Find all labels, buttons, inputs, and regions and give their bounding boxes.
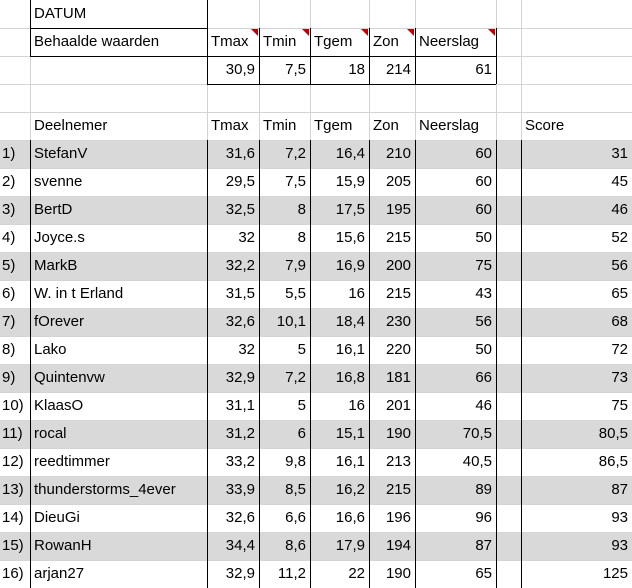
comment-marker-icon[interactable] bbox=[361, 29, 368, 36]
achieved-neerslag-value: 61 bbox=[475, 61, 492, 78]
column-header-neerslag: Neerslag bbox=[419, 117, 480, 134]
tgem-cell[interactable]: 16,1 bbox=[335, 341, 365, 358]
rank-cell: 14) bbox=[2, 509, 24, 526]
participant-name-cell[interactable]: Quintenvw bbox=[34, 369, 105, 386]
zon-cell[interactable]: 201 bbox=[385, 397, 411, 414]
participant-name-cell[interactable]: KlaasO bbox=[34, 397, 84, 414]
rank-cell: 8) bbox=[2, 341, 16, 358]
comment-marker-icon[interactable] bbox=[251, 29, 258, 36]
rank-cell: 2) bbox=[2, 173, 16, 190]
tgem-cell[interactable]: 18,4 bbox=[335, 313, 365, 330]
tgem-cell[interactable]: 17,5 bbox=[335, 201, 365, 218]
achieved-tmax-value: 30,9 bbox=[225, 61, 255, 78]
tgem-cell[interactable]: 16,6 bbox=[335, 509, 365, 526]
participant-name-cell[interactable]: StefanV bbox=[34, 145, 88, 162]
tgem-cell[interactable]: 16,1 bbox=[335, 453, 365, 470]
tmin-cell[interactable]: 6,6 bbox=[285, 509, 306, 526]
summary-header-neerslag: Neerslag bbox=[419, 33, 480, 50]
rank-cell: 11) bbox=[2, 425, 23, 442]
score-cell[interactable]: 56 bbox=[611, 257, 628, 274]
zon-cell[interactable]: 190 bbox=[385, 565, 411, 582]
border-vertical bbox=[207, 0, 208, 28]
tgem-cell[interactable]: 16,4 bbox=[335, 145, 365, 162]
column-header-tmax: Tmax bbox=[211, 117, 249, 134]
tmax-cell[interactable]: 31,1 bbox=[225, 397, 255, 414]
tmax-cell[interactable]: 32 bbox=[238, 229, 255, 246]
rank-cell: 16) bbox=[2, 565, 24, 582]
date-label: DATUM bbox=[34, 5, 87, 22]
neerslag-cell[interactable]: 60 bbox=[475, 145, 492, 162]
zon-cell[interactable]: 210 bbox=[385, 145, 411, 162]
participant-name-cell[interactable]: DieuGi bbox=[34, 509, 80, 526]
neerslag-cell[interactable]: 60 bbox=[475, 201, 492, 218]
zon-cell[interactable]: 213 bbox=[385, 453, 411, 470]
achieved-tmin-value: 7,5 bbox=[285, 61, 306, 78]
tgem-cell[interactable]: 15,9 bbox=[335, 173, 365, 190]
rank-cell: 13) bbox=[2, 481, 24, 498]
summary-header-tmax: Tmax bbox=[211, 33, 249, 50]
column-header-zon: Zon bbox=[373, 117, 399, 134]
participant-name-cell[interactable]: reedtimmer bbox=[34, 453, 110, 470]
neerslag-cell[interactable]: 46 bbox=[475, 397, 492, 414]
zon-cell[interactable]: 215 bbox=[385, 229, 411, 246]
score-cell[interactable]: 93 bbox=[611, 509, 628, 526]
rank-cell: 9) bbox=[2, 369, 16, 386]
border-vertical bbox=[496, 140, 497, 588]
tmax-cell[interactable]: 32,5 bbox=[225, 201, 255, 218]
border-vertical bbox=[496, 28, 497, 84]
zon-cell[interactable]: 230 bbox=[385, 313, 411, 330]
participant-name-cell[interactable]: BertD bbox=[34, 201, 73, 218]
comment-marker-icon[interactable] bbox=[302, 29, 309, 36]
achieved-tgem-value: 18 bbox=[348, 61, 365, 78]
tmin-cell[interactable]: 8 bbox=[297, 229, 306, 246]
score-cell[interactable]: 31 bbox=[611, 145, 628, 162]
zon-cell[interactable]: 200 bbox=[385, 257, 411, 274]
rank-cell: 3) bbox=[2, 201, 16, 218]
neerslag-cell[interactable]: 60 bbox=[475, 173, 492, 190]
participant-name-cell[interactable]: thunderstorms_4ever bbox=[34, 481, 176, 498]
neerslag-cell[interactable]: 75 bbox=[475, 257, 492, 274]
tmax-cell[interactable]: 33,9 bbox=[225, 481, 255, 498]
tmax-cell[interactable]: 29,5 bbox=[225, 173, 255, 190]
tgem-cell[interactable]: 16,2 bbox=[335, 481, 365, 498]
score-cell[interactable]: 86,5 bbox=[598, 453, 628, 470]
zon-cell[interactable]: 220 bbox=[385, 341, 411, 358]
achieved-values-label: Behaalde waarden bbox=[34, 33, 160, 50]
tmax-cell[interactable]: 31,6 bbox=[225, 145, 255, 162]
neerslag-cell[interactable]: 87 bbox=[475, 537, 492, 554]
tmin-cell[interactable]: 9,8 bbox=[285, 453, 306, 470]
rank-cell: 6) bbox=[2, 285, 16, 302]
score-cell[interactable]: 73 bbox=[611, 369, 628, 386]
zon-cell[interactable]: 215 bbox=[385, 481, 411, 498]
neerslag-cell[interactable]: 50 bbox=[475, 229, 492, 246]
zon-cell[interactable]: 205 bbox=[385, 173, 411, 190]
zon-cell[interactable]: 190 bbox=[385, 425, 411, 442]
comment-marker-icon[interactable] bbox=[407, 29, 414, 36]
tmin-cell[interactable]: 7,2 bbox=[285, 145, 306, 162]
tmin-cell[interactable]: 5,5 bbox=[285, 285, 306, 302]
score-cell[interactable]: 125 bbox=[602, 565, 628, 582]
tmax-cell[interactable]: 32,6 bbox=[225, 509, 255, 526]
tgem-cell[interactable]: 15,6 bbox=[335, 229, 365, 246]
tmax-cell[interactable]: 32,2 bbox=[225, 257, 255, 274]
tmin-cell[interactable]: 11,2 bbox=[277, 565, 306, 582]
tmax-cell[interactable]: 31,5 bbox=[225, 285, 255, 302]
tmax-cell[interactable]: 32,6 bbox=[225, 313, 255, 330]
score-cell[interactable]: 65 bbox=[611, 285, 628, 302]
participant-name-cell[interactable]: arjan27 bbox=[34, 565, 85, 582]
participant-name-cell[interactable]: rocal bbox=[34, 425, 67, 442]
tmax-cell[interactable]: 31,2 bbox=[225, 425, 255, 442]
zon-cell[interactable]: 194 bbox=[385, 537, 411, 554]
tmax-cell[interactable]: 34,4 bbox=[225, 537, 255, 554]
column-header-score: Score bbox=[525, 117, 565, 134]
participant-name-cell[interactable]: Lako bbox=[34, 341, 67, 358]
tmax-cell[interactable]: 32,9 bbox=[225, 565, 255, 582]
tmin-cell[interactable]: 6 bbox=[297, 425, 306, 442]
tmin-cell[interactable]: 8,5 bbox=[285, 481, 306, 498]
participant-name-cell[interactable]: Joyce.s bbox=[34, 229, 85, 246]
score-cell[interactable]: 75 bbox=[611, 397, 628, 414]
score-cell[interactable]: 45 bbox=[611, 173, 628, 190]
neerslag-cell[interactable]: 96 bbox=[475, 509, 492, 526]
participant-name-cell[interactable]: fOrever bbox=[34, 313, 85, 330]
achieved-zon-value: 214 bbox=[385, 61, 411, 78]
tmin-cell[interactable]: 7,5 bbox=[285, 173, 306, 190]
neerslag-cell[interactable]: 56 bbox=[475, 313, 492, 330]
participant-name-cell[interactable]: svenne bbox=[34, 173, 83, 190]
score-cell[interactable]: 80,5 bbox=[598, 425, 628, 442]
rank-cell: 7) bbox=[2, 313, 16, 330]
zon-cell[interactable]: 195 bbox=[385, 201, 411, 218]
tgem-cell[interactable]: 16,8 bbox=[335, 369, 365, 386]
tgem-cell[interactable]: 16 bbox=[348, 285, 365, 302]
neerslag-cell[interactable]: 65 bbox=[475, 565, 492, 582]
column-header-tgem: Tgem bbox=[314, 117, 353, 134]
tmin-cell[interactable]: 5 bbox=[297, 397, 306, 414]
tgem-cell[interactable]: 16,9 bbox=[335, 257, 365, 274]
rank-cell: 5) bbox=[2, 257, 16, 274]
participant-name-cell[interactable]: RowanH bbox=[34, 537, 92, 554]
neerslag-cell[interactable]: 43 bbox=[475, 285, 492, 302]
rank-cell: 10) bbox=[2, 397, 24, 414]
zon-cell[interactable]: 181 bbox=[385, 369, 411, 386]
neerslag-cell[interactable]: 50 bbox=[475, 341, 492, 358]
tmin-cell[interactable]: 10,1 bbox=[276, 313, 306, 330]
border-horizontal bbox=[207, 84, 496, 85]
neerslag-cell[interactable]: 40,5 bbox=[462, 453, 492, 470]
column-header-deelnemer: Deelnemer bbox=[34, 117, 108, 134]
score-cell[interactable]: 72 bbox=[611, 341, 628, 358]
tgem-cell[interactable]: 15,1 bbox=[335, 425, 365, 442]
neerslag-cell[interactable]: 66 bbox=[475, 369, 492, 386]
tgem-cell[interactable]: 16 bbox=[348, 397, 365, 414]
rank-cell: 12) bbox=[2, 453, 24, 470]
participant-name-cell[interactable]: MarkB bbox=[34, 257, 78, 274]
tmax-cell[interactable]: 32,9 bbox=[225, 369, 255, 386]
zon-cell[interactable]: 196 bbox=[385, 509, 411, 526]
summary-header-zon: Zon bbox=[373, 33, 399, 50]
neerslag-cell[interactable]: 70,5 bbox=[462, 425, 492, 442]
tmax-cell[interactable]: 33,2 bbox=[225, 453, 255, 470]
summary-header-tmin: Tmin bbox=[263, 33, 297, 50]
tmin-cell[interactable]: 8,6 bbox=[285, 537, 306, 554]
neerslag-cell[interactable]: 89 bbox=[475, 481, 492, 498]
tgem-cell[interactable]: 22 bbox=[348, 565, 365, 582]
tmin-cell[interactable]: 7,2 bbox=[285, 369, 306, 386]
score-cell[interactable]: 93 bbox=[611, 537, 628, 554]
tmin-cell[interactable]: 7,9 bbox=[285, 257, 306, 274]
score-cell[interactable]: 68 bbox=[611, 313, 628, 330]
tmax-cell[interactable]: 32 bbox=[238, 341, 255, 358]
column-header-tmin: Tmin bbox=[263, 117, 297, 134]
participant-name-cell[interactable]: W. in t Erland bbox=[34, 285, 124, 302]
rank-cell: 1) bbox=[2, 145, 16, 162]
tgem-cell[interactable]: 17,9 bbox=[335, 537, 365, 554]
tmin-cell[interactable]: 8 bbox=[297, 201, 306, 218]
score-cell[interactable]: 87 bbox=[611, 481, 628, 498]
summary-header-tgem: Tgem bbox=[314, 33, 353, 50]
score-cell[interactable]: 52 bbox=[611, 229, 628, 246]
rank-cell: 15) bbox=[2, 537, 24, 554]
comment-marker-icon[interactable] bbox=[488, 29, 495, 36]
score-cell[interactable]: 46 bbox=[611, 201, 628, 218]
zon-cell[interactable]: 215 bbox=[385, 285, 411, 302]
tmin-cell[interactable]: 5 bbox=[297, 341, 306, 358]
rank-cell: 4) bbox=[2, 229, 16, 246]
